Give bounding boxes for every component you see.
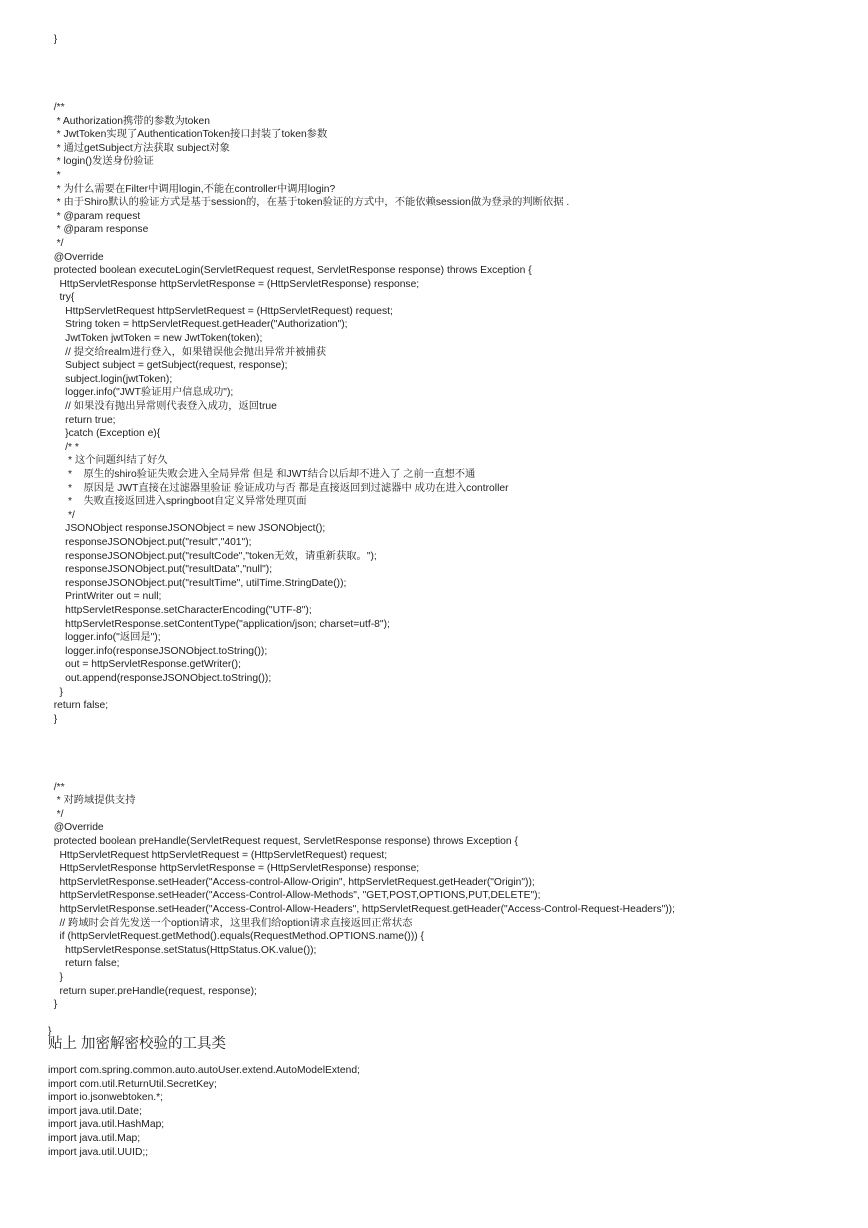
code-line: * 原生的shiro验证失败会进入全局异常 但是 和JWT结合以后却不进入了 之前一直想不通 xyxy=(48,469,476,480)
code-line: httpServletResponse.setHeader("Access-Control-Allow-Headers", httpServletRequest.getHeader("Access-Control-Request-Headers")); xyxy=(48,904,675,915)
code-line: responseJSONObject.put("resultCode","token无效，请重新获取。"); xyxy=(48,550,377,562)
code-line: HttpServletResponse httpServletResponse = (HttpServletResponse) response; xyxy=(48,863,420,875)
code-line: import com.util.ReturnUtil.SecretKey; xyxy=(48,1078,217,1090)
code-line: responseJSONObject.put("resultData","null"); xyxy=(48,564,273,576)
code-line: return false; xyxy=(48,958,120,970)
code-line xyxy=(48,87,858,101)
code-line: Subject subject = getSubject(request, response); xyxy=(48,360,288,372)
code-line: } xyxy=(48,1026,52,1038)
code-line xyxy=(48,60,858,74)
code-line: // 跨域时会首先发送一个option请求，这里我们给option请求直接返回正常状态 xyxy=(48,917,413,929)
code-line: httpServletResponse.setContentType("application/json; charset=utf-8"); xyxy=(48,618,390,630)
code-line: } xyxy=(48,971,63,983)
code-block-filter xyxy=(48,33,858,1039)
code-line: httpServletResponse.setCharacterEncoding("UTF-8"); xyxy=(48,604,312,616)
code-line: logger.info(responseJSONObject.toString()); xyxy=(48,645,268,657)
code-line: @Override xyxy=(48,822,104,834)
code-line: httpServletResponse.setHeader("Access-Control-Allow-Methods", "GET,POST,OPTIONS,PUT,DELETE"); xyxy=(48,890,541,902)
section-heading: 贴上 加密解密校验的工具类 xyxy=(48,1036,227,1052)
code-line xyxy=(48,767,858,781)
code-line: */ xyxy=(48,509,75,521)
code-line: return super.preHandle(request, response); xyxy=(48,985,257,997)
code-line: * 原因是 JWT直接在过滤器里验证 验证成功与否 都是直接返回到过滤器中 成功在进入controller xyxy=(48,482,509,494)
code-line xyxy=(48,47,858,61)
code-line: httpServletResponse.setStatus(HttpStatus.OK.value()); xyxy=(48,944,317,956)
code-line: protected boolean executeLogin(ServletRequest request, ServletResponse response) throws Exception { xyxy=(48,265,532,277)
code-line: httpServletResponse.setHeader("Access-control-Allow-Origin", httpServletRequest.getHeader("Origin")); xyxy=(48,876,535,888)
code-line: } xyxy=(48,999,58,1011)
code-line: return true; xyxy=(48,414,116,426)
code-line: String token = httpServletRequest.getHeader("Authorization"); xyxy=(48,319,348,331)
code-line: import com.spring.common.auto.autoUser.extend.AutoModelExtend; xyxy=(48,1065,360,1076)
code-line: logger.info("返回是"); xyxy=(48,632,161,644)
code-line: out = httpServletResponse.getWriter(); xyxy=(48,659,241,671)
code-line: try{ xyxy=(48,292,75,304)
code-line: // 提交给realm进行登入，如果错误他会抛出异常并被捕获 xyxy=(48,346,327,358)
code-line: // 如果没有抛出异常则代表登入成功，返回true xyxy=(48,401,277,413)
code-line xyxy=(48,753,858,767)
code-line: protected boolean preHandle(ServletRequest request, ServletResponse response) throws Exception { xyxy=(48,836,518,848)
code-line: * 这个问题纠结了好久 xyxy=(48,455,168,467)
code-line: */ xyxy=(48,237,64,249)
code-line: /** xyxy=(48,781,65,793)
code-line: import io.jsonwebtoken.*; xyxy=(48,1092,164,1104)
code-line: * 对跨域提供支持 xyxy=(48,795,136,807)
code-line: }catch (Exception e){ xyxy=(48,428,161,440)
code-line: } xyxy=(48,34,58,45)
code-line: JwtToken jwtToken = new JwtToken(token); xyxy=(48,333,263,345)
code-line xyxy=(48,726,858,740)
code-line: /** xyxy=(48,101,65,113)
code-line: * JwtToken实现了AuthenticationToken接口封装了token参数 xyxy=(48,129,328,141)
code-line: out.append(responseJSONObject.toString()); xyxy=(48,672,272,684)
code-line: * @param request xyxy=(48,210,141,222)
code-line: */ xyxy=(48,808,64,820)
code-line: if (httpServletRequest.getMethod().equals(RequestMethod.OPTIONS.name())) { xyxy=(48,931,424,943)
code-line: import java.util.Date; xyxy=(48,1105,142,1117)
code-block-imports xyxy=(48,1064,858,1159)
code-line: responseJSONObject.put("result","401"); xyxy=(48,536,252,548)
code-line: * 通过getSubject方法获取 subject对象 xyxy=(48,142,230,154)
code-line: * Authorization携带的参数为token xyxy=(48,115,210,127)
code-line: import java.util.UUID;; xyxy=(48,1146,149,1158)
code-line: * @param response xyxy=(48,224,149,236)
code-line: import java.util.Map; xyxy=(48,1132,141,1144)
code-line: } xyxy=(48,686,63,698)
code-line: responseJSONObject.put("resultTime", utilTime.StringDate()); xyxy=(48,577,347,589)
code-line: * 失败直接返回进入springboot自定义异常处理页面 xyxy=(48,496,307,508)
code-line: JSONObject responseJSONObject = new JSONObject(); xyxy=(48,523,326,535)
code-line: subject.login(jwtToken); xyxy=(48,373,173,385)
code-line: } xyxy=(48,713,58,725)
code-line: * xyxy=(48,169,61,181)
code-line: return false; xyxy=(48,700,109,712)
code-line: import java.util.HashMap; xyxy=(48,1119,165,1131)
code-line: * 为什么需要在Filter中调用login,不能在controller中调用login? xyxy=(48,183,336,195)
code-line: HttpServletRequest httpServletRequest = (HttpServletRequest) request; xyxy=(48,849,388,861)
code-line xyxy=(48,74,858,88)
code-line: HttpServletRequest httpServletRequest = (HttpServletRequest) request; xyxy=(48,305,393,317)
code-line: HttpServletResponse httpServletResponse = (HttpServletResponse) response; xyxy=(48,278,420,290)
code-line: PrintWriter out = null; xyxy=(48,591,162,603)
code-line xyxy=(48,1012,858,1026)
code-line: /* * xyxy=(48,441,79,453)
code-line: * 由于Shiro默认的验证方式是基于session的，在基于token验证的方式中，不能依赖session做为登录的判断依据 . xyxy=(48,197,570,209)
code-line xyxy=(48,740,858,754)
code-line: @Override xyxy=(48,251,104,263)
code-line: * login()发送身份验证 xyxy=(48,156,154,168)
code-line: logger.info("JWT验证用户信息成功"); xyxy=(48,387,234,399)
